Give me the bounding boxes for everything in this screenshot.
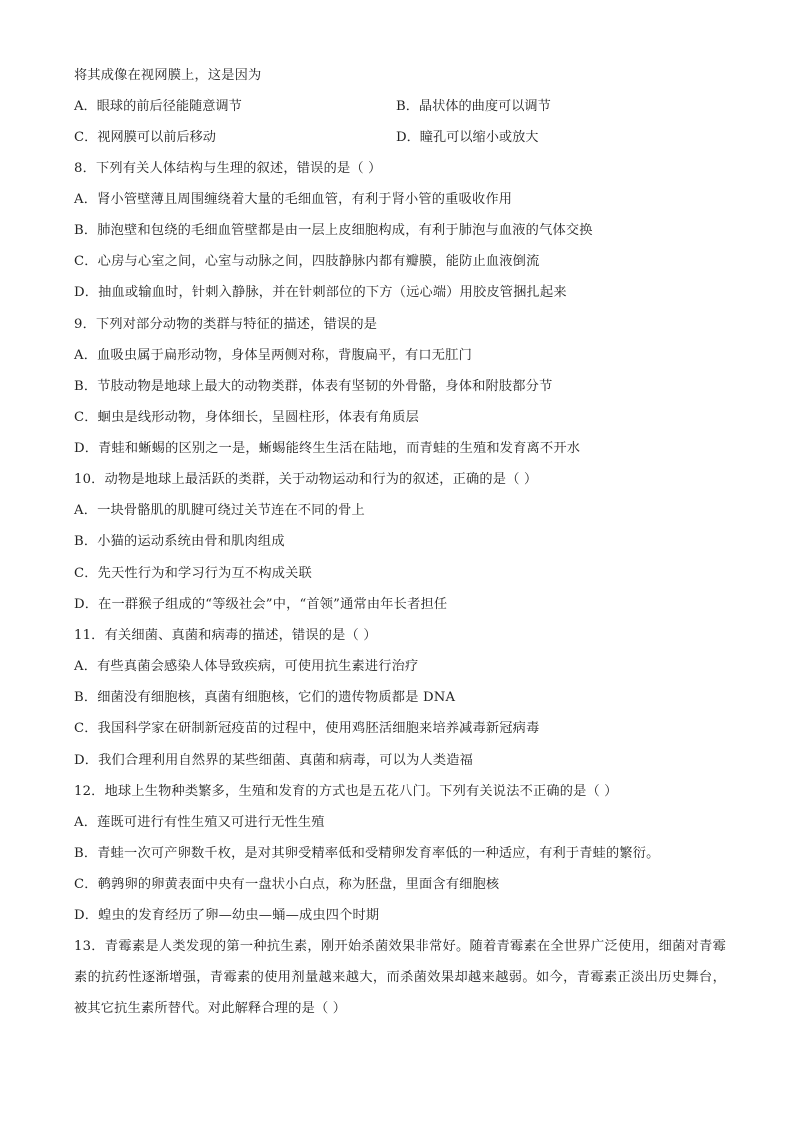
question-12-option-d: D．蝗虫的发育经历了卵—幼虫—蛹—成虫四个时期 <box>74 908 380 923</box>
question-7-option-a: A．眼球的前后径能随意调节 <box>74 99 242 114</box>
question-9-option-d: D．青蛙和蜥蜴的区别之一是，蜥蜴能终生生活在陆地，而青蛙的生殖和发育离不开水 <box>74 441 581 456</box>
question-9-stem: 9．下列对部分动物的类群与特征的描述，错误的是 <box>74 317 378 332</box>
question-7-option-c: C．视网膜可以前后移动 <box>74 130 216 145</box>
question-9-option-a: A．血吸虫属于扁形动物，身体呈两侧对称，背腹扁平，有口无肛门 <box>74 348 472 363</box>
question-12-stem: 12．地球上生物种类繁多，生殖和发育的方式也是五花八门。下列有关说法不正确的是（ ） <box>74 784 618 799</box>
question-10-stem: 10．动物是地球上最活跃的类群，关于动物运动和行为的叙述，正确的是（ ） <box>74 472 538 487</box>
question-13-stem: 13．青霉素是人类发现的第一种抗生素，刚开始杀菌效果非常好。随着青霉素在全世界广泛使用，细菌对青霉素的抗药性逐渐增强，青霉素的使用剂量越来越大，而杀菌效果却越来越弱。如今，青霉素正淡出历史舞台，被其它抗生素所替代。对此解释合理的是（ ） <box>74 939 726 1016</box>
question-11-option-b: B．细菌没有细胞核，真菌有细胞核，它们的遗传物质都是 DNA <box>74 690 456 705</box>
question-7-stem-continued: 将其成像在视网膜上，这是因为 <box>74 68 262 83</box>
question-11-stem: 11．有关细菌、真菌和病毒的描述，错误的是（ ） <box>74 628 377 643</box>
question-10-option-c: C．先天性行为和学习行为互不构成关联 <box>74 566 312 581</box>
question-10-option-d: D．在一群猴子组成的“等级社会”中，“首领”通常由年长者担任 <box>74 597 448 612</box>
question-12-option-a: A．莲既可进行有性生殖又可进行无性生殖 <box>74 815 325 830</box>
question-12-option-c: C．鹌鹑卵的卵黄表面中央有一盘状小白点，称为胚盘，里面含有细胞核 <box>74 877 500 892</box>
question-10-option-a: A．一块骨骼肌的肌腱可绕过关节连在不同的骨上 <box>74 503 365 518</box>
question-11-option-d: D．我们合理利用自然界的某些细菌、真菌和病毒，可以为人类造福 <box>74 753 474 768</box>
question-12-option-b: B．青蛙一次可产卵数千枚，是对其卵受精率低和受精卵发育率低的一种适应，有利于青蛙的繁衍。 <box>74 846 660 861</box>
question-10-option-b: B．小猫的运动系统由骨和肌肉组成 <box>74 534 285 549</box>
question-8-option-c: C．心房与心室之间，心室与动脉之间，四肢静脉内都有瓣膜，能防止血液倒流 <box>74 254 540 269</box>
question-8-option-d: D．抽血或输血时，针刺入静脉，并在针刺部位的下方（远心端）用胶皮管捆扎起来 <box>74 285 567 300</box>
question-9-option-c: C．蛔虫是线形动物，身体细长，呈圆柱形，体表有角质层 <box>74 410 419 425</box>
question-11-option-a: A．有些真菌会感染人体导致疾病，可使用抗生素进行治疗 <box>74 659 419 674</box>
question-7-option-d: D．瞳孔可以缩小或放大 <box>396 130 539 145</box>
question-8-option-b: B．肺泡壁和包绕的毛细血管壁都是由一层上皮细胞构成，有利于肺泡与血液的气体交换 <box>74 223 593 238</box>
question-11-option-c: C．我国科学家在研制新冠疫苗的过程中，使用鸡胚活细胞来培养减毒新冠病毒 <box>74 721 540 736</box>
question-7-option-b: B．晶状体的曲度可以调节 <box>396 99 551 114</box>
question-8-option-a: A．肾小管壁薄且周围缠绕着大量的毛细血管，有利于肾小管的重吸收作用 <box>74 192 513 207</box>
question-8-stem: 8．下列有关人体结构与生理的叙述，错误的是（ ） <box>74 161 382 176</box>
question-9-option-b: B．节肢动物是地球上最大的动物类群，体表有坚韧的外骨骼，身体和附肢都分节 <box>74 379 553 394</box>
